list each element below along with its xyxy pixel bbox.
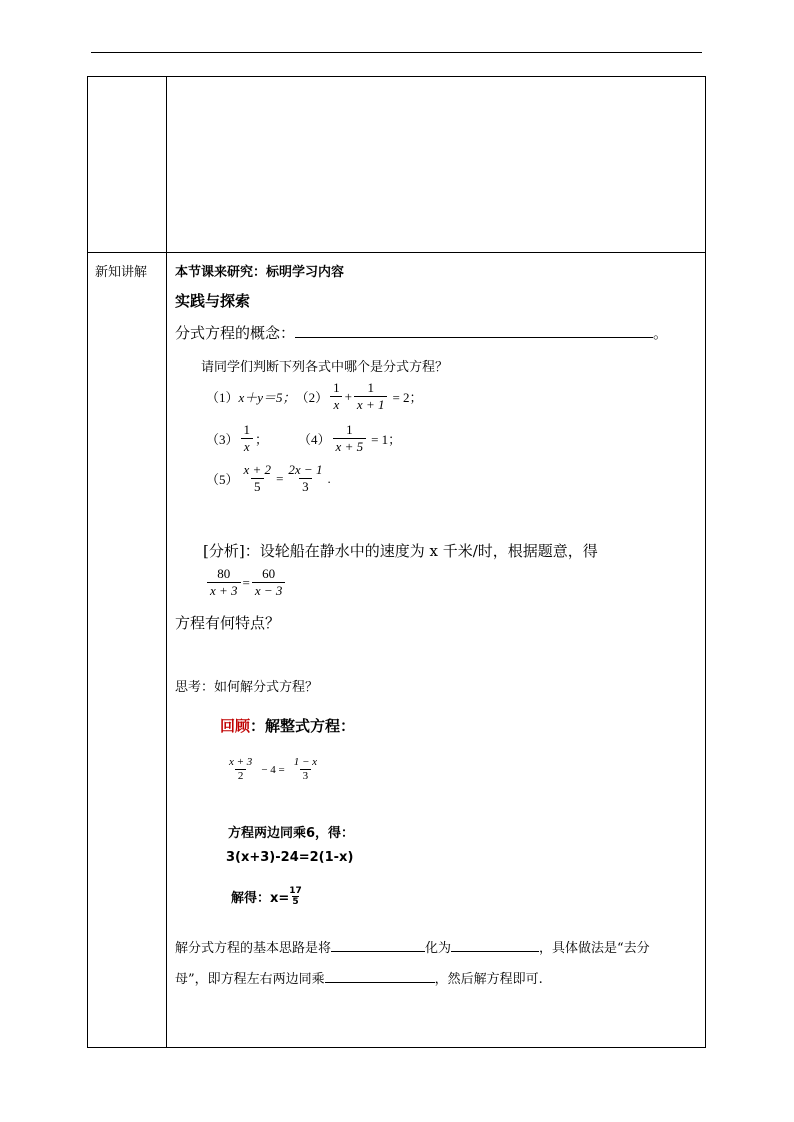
review-frac-1 (226, 756, 255, 783)
review-den-2: 3 (300, 769, 312, 783)
item5-den-2: 3 (299, 478, 312, 495)
item2-frac-1 (330, 380, 343, 413)
summary-part-2: 化为 (425, 941, 452, 956)
solution-frac (289, 886, 302, 907)
summary-blank-3 (325, 968, 435, 983)
summary-blank-1 (331, 937, 425, 952)
item5-den-1: 5 (251, 478, 264, 495)
item2-tail: = 2； (392, 390, 423, 405)
analysis-num-2: 60 (262, 566, 276, 581)
items-row-2 (206, 422, 401, 455)
analysis-text: [分析]：设轮船在静水中的速度为 x 千米/时，根据题意，得 (203, 542, 598, 560)
item4-label: （4） (298, 432, 331, 447)
analysis-frac-1 (207, 566, 241, 599)
item2-plus: + (344, 388, 352, 404)
item5-num-2: 2x − 1 (288, 462, 323, 477)
item3-num: 1 (243, 422, 251, 437)
header-rule (91, 52, 702, 53)
item4-frac (333, 422, 367, 455)
item3-tail: ； (255, 432, 269, 447)
section-heading: 本节课来研究：标明学习内容 (175, 265, 345, 280)
item3-frac (241, 422, 254, 455)
analysis-num-1: 80 (217, 566, 231, 581)
feature-question: 方程有何特点？ (175, 614, 281, 632)
item4-den: x + 5 (333, 438, 367, 455)
review-label: 回顾 (220, 717, 251, 735)
item2-den-2: x + 1 (354, 396, 388, 413)
column-divider (166, 76, 167, 1048)
summary-part-3: ，具体做法是“去分 (539, 941, 650, 956)
item2-num-1: 1 (333, 380, 340, 395)
summary-blank-2 (451, 937, 539, 952)
review-num-2: 1 − x (293, 756, 318, 768)
summary-line-1 (175, 937, 650, 956)
item5-label: （5） (206, 472, 239, 487)
item2-label: （2） (295, 390, 329, 405)
item5-tail: . (327, 470, 331, 486)
item1-label: （1） (206, 390, 239, 405)
analysis-equation (205, 566, 287, 599)
summary-part-1: 解分式方程的基本思路是将 (175, 941, 332, 956)
item1-expr: x＋y＝5； (238, 390, 296, 405)
analysis-den-2: x − 3 (252, 582, 286, 599)
analysis-eq: = (242, 574, 250, 590)
review-equation (224, 756, 322, 783)
item4-num: 1 (346, 422, 353, 437)
solution-den: 5 (292, 897, 299, 907)
item2-den-1: x (330, 396, 342, 413)
item5-frac-1 (241, 462, 275, 495)
concept-label: 分式方程的概念： (175, 324, 296, 342)
review-frac-2 (291, 756, 320, 783)
solution-label: 解得：x= (231, 891, 290, 906)
analysis-den-1: x + 3 (207, 582, 241, 599)
question-text: 请同学们判断下列各式中哪个是分式方程？ (201, 360, 449, 375)
items-row-3 (206, 462, 331, 495)
summary-part-4: 母”，即方程左右两边同乘 (175, 972, 325, 987)
step-multiply: 方程两边同乘6，得： (228, 826, 355, 841)
item5-num-1: x + 2 (243, 462, 272, 477)
item3-label: （3） (206, 432, 239, 447)
solution-num: 17 (289, 886, 302, 896)
review-num-1: x + 3 (229, 756, 253, 768)
lesson-table (87, 76, 706, 1048)
summary-line-2 (175, 968, 543, 987)
item2-num-2: 1 (367, 380, 374, 395)
analysis-frac-2 (252, 566, 286, 599)
solution-line (231, 886, 302, 907)
concept-end: 。 (653, 324, 669, 342)
item2-frac-2 (354, 380, 388, 413)
item5-frac-2 (285, 462, 325, 495)
think-text: 思考：如何解分式方程？ (175, 680, 319, 695)
item3-den: x (241, 438, 253, 455)
section-subheading: 实践与探索 (175, 292, 251, 310)
review-line (220, 715, 355, 736)
items-row-1 (206, 380, 423, 413)
review-rest: ：解整式方程： (250, 717, 356, 735)
summary-part-5: ，然后解方程即可. (434, 972, 543, 987)
row-label: 新知讲解 (95, 265, 148, 280)
step-expanded: 3(x+3)-24=2(1-x) (226, 850, 354, 865)
review-den-1: 2 (235, 769, 247, 783)
concept-blank (295, 323, 653, 338)
review-mid: − 4 = (261, 763, 285, 776)
row-divider (87, 252, 706, 253)
item4-tail: = 1； (371, 432, 402, 447)
item5-eq: = (276, 470, 284, 486)
concept-line (175, 322, 668, 343)
